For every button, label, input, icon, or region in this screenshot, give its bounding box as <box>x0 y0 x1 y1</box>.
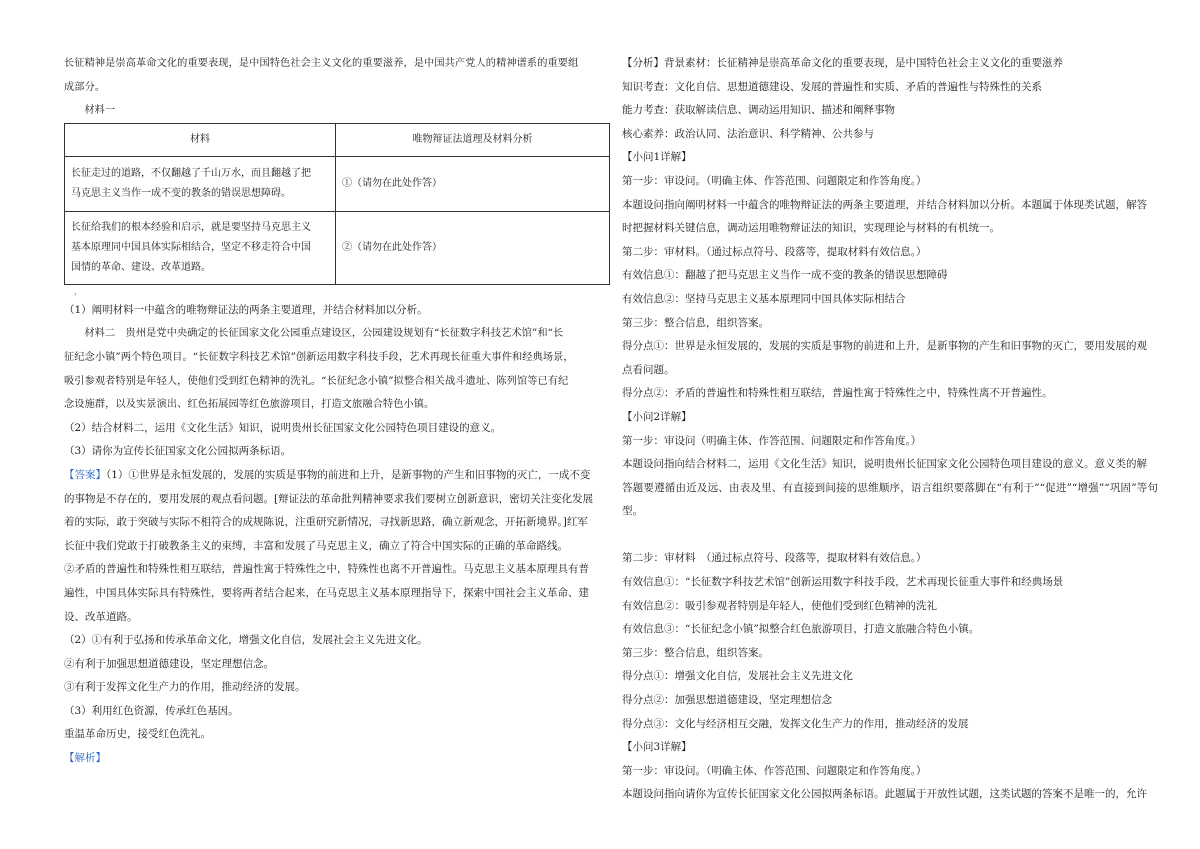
answer-line: ②有利于加强思想道德建设，坚定理想信念。 <box>64 657 274 670</box>
after-table-mark: ， <box>74 286 82 296</box>
analysis-line: 本题设问指向结合材料二，运用《文化生活》知识，说明贵州长征国家文化公园特色项目建设的意义。意义类的解 <box>622 458 1147 471</box>
table-row <box>65 211 610 284</box>
intro-line-2: 成部分。 <box>64 81 106 93</box>
analysis-line: 有效信息②：吸引参观者特别是年轻人，使他们受到红色精神的洗礼 <box>622 599 937 612</box>
analysis-line: 有效信息③：“长征纪念小镇”拟整合红色旅游项目，打造文旅融合特色小镇。 <box>622 623 980 636</box>
analysis-line: 能力考查：获取解读信息、调动运用知识、描述和阐释事物 <box>622 104 895 117</box>
answer-line: ③有利于发挥文化生产力的作用，推动经济的发展。 <box>64 681 306 694</box>
question-3: （3）请你为宣传长征国家文化公园拟两条标语。 <box>64 445 292 458</box>
answer-label: 【答案】 <box>64 468 106 481</box>
material-line: 基本原理同中国具体实际相结合，坚定不移走符合中国 <box>71 241 311 253</box>
table-cell-material <box>65 156 336 211</box>
analysis-line: 知识考查：文化自信、思想道德建设、发展的普遍性和实质、矛盾的普遍性与特殊性的关系 <box>622 80 1042 93</box>
analysis-line: 本题设问指向阐明材料一中蕴含的唯物辩证法的两条主要道理，并结合材料加以分析。本题属于体现类试题，解答 <box>622 198 1147 211</box>
analysis-line: 核心素养：政治认同、法治意识、科学精神、公共参与 <box>622 127 874 140</box>
subquestion-2-heading: 【小问2详解】 <box>622 410 692 423</box>
analysis-line: 有效信息②：坚持马克思主义基本原理同中国具体实际相结合 <box>622 292 906 305</box>
analysis-line: 得分点①：增强文化自信，发展社会主义先进文化 <box>622 670 853 683</box>
analysis-line: 第三步：整合信息，组织答案。 <box>622 646 769 659</box>
analysis-line: 有效信息①：“长征数字科技艺术馆”创新运用数字科技手段，艺术再现长征重大事件和经典场景 <box>622 576 1064 589</box>
analysis-line: 【分析】背景素材：长征精神是崇高革命文化的重要表现，是中国特色社会主义文化的重要滋养 <box>622 57 1063 69</box>
analysis-line: 第一步：审设问（明确主体、作答范围、问题限定和作答角度。） <box>622 434 922 447</box>
analysis-line: 第三步：整合信息，组织答案。 <box>622 316 769 329</box>
analysis-line: 得分点②：矛盾的普遍性和特殊性相互联结，普遍性寓于特殊性之中，特殊性离不开普遍性。 <box>622 387 1053 400</box>
answer-line: （2）①有利于弘扬和传承革命文化，增强文化自信，发展社会主义先进文化。 <box>64 634 428 647</box>
material2-line-1: 材料二 贵州是党中央确定的长征国家文化公园重点建设区，公园建设规划有“长征数字科技艺术馆”和“长 <box>84 328 564 340</box>
analysis-line: 得分点③：文化与经济相互交融，发挥文化生产力的作用，推动经济的发展 <box>622 717 969 730</box>
analysis-label: 【解析】 <box>64 752 106 765</box>
blank-line <box>622 524 1158 548</box>
table-cell-answer: ①（请勿在此处作答） <box>336 156 610 211</box>
analysis-line: 本题设问指向请你为宣传长征国家文化公园拟两条标语。此题属于开放性试题，这类试题的答案不是唯一的，允许 <box>622 788 1147 801</box>
material2-line-2: 征纪念小镇”两个特色项目。“长征数字科技艺术馆”创新运用数字科技手段，艺术再现长征重大事件和经典场景， <box>64 351 574 363</box>
answer-line: （3）利用红色资源，传承红色基因。 <box>64 704 239 717</box>
table-header-row <box>65 123 610 156</box>
answer-text: （1）①世界是永恒发展的，发展的实质是事物的前进和上升，是新事物的产生和旧事物的灭亡，一成不变 <box>106 468 591 481</box>
answer-line: 长征中我们党敢于打破教条主义的束缚，丰富和发展了马克思主义，确立了符合中国实际的正确的革命路线。 <box>64 539 568 552</box>
subquestion-3-heading: 【小问3详解】 <box>622 741 692 754</box>
subquestion-1-heading: 【小问1详解】 <box>622 151 692 164</box>
table-cell-material <box>65 211 336 284</box>
material-line: 长征给我们的根本经验和启示，就是要坚持马克思主义 <box>71 221 311 233</box>
analysis-line: 时把握材料关键信息，调动运用唯物辩证法的知识，实现理论与材料的有机统一。 <box>622 222 1000 235</box>
material2-line-4: 念设施群，以及实景演出、红色拓展园等红色旅游项目，打造文旅融合特色小镇。 <box>64 399 435 411</box>
analysis-line: 得分点①：世界是永恒发展的，发展的实质是事物的前进和上升，是新事物的产生和旧事物的灭亡，要用发展的观 <box>622 340 1147 353</box>
analysis-line: 第二步：审材料。（通过标点符号、段落等，提取材料有效信息。） <box>622 245 927 258</box>
analysis-line: 得分点②：加强思想道德建设，坚定理想信念 <box>622 694 832 707</box>
analysis-line: 点看问题。 <box>622 363 675 376</box>
intro-line-1: 长征精神是崇高革命文化的重要表现，是中国特色社会主义文化的重要滋养，是中国共产党人的精神谱系的重要组 <box>64 58 579 69</box>
material2-line-3: 吸引参观者特别是年轻人，使他们受到红色精神的洗礼。“长征纪念小镇”拟整合相关战斗遗址、陈列馆等已有纪 <box>64 375 569 387</box>
answer-line: 遍性，中国具体实际具有特殊性，要将两者结合起来，在马克思主义基本原理指导下，探索中国社会主义革命、建 <box>64 586 589 599</box>
material1-label: 材料一 <box>84 105 116 117</box>
right-column <box>622 52 1158 807</box>
analysis-line: 第一步：审设问。（明确主体、作答范围、问题限定和作答角度。） <box>622 764 927 777</box>
answer-line: 重温革命历史，接受红色洗礼。 <box>64 728 211 741</box>
table-header-analysis: 唯物辩证法道理及材料分析 <box>336 123 610 156</box>
table-cell-answer: ②（请勿在此处作答） <box>336 211 610 284</box>
question-1: （1）阐明材料一中蕴含的唯物辩证法的两条主要道理，并结合材料加以分析。 <box>64 303 428 316</box>
material-table <box>64 123 610 285</box>
analysis-line: 答题要遵循由近及远、由表及里、有直接到间接的思维顺序，语言组织要落脚在“有利于”“促进”“增强”“巩固”等句型。 <box>622 481 1158 518</box>
analysis-line: 第一步：审设问。（明确主体、作答范围、问题限定和作答角度。） <box>622 174 927 187</box>
question-2: （2）结合材料二，运用《文化生活》知识，说明贵州长征国家文化公园特色项目建设的意义。 <box>64 421 502 434</box>
analysis-line: 第二步：审材料 （通过标点符号、段落等，提取材料有效信息。） <box>622 552 927 565</box>
left-column <box>64 52 610 771</box>
answer-line: 的事物是不存在的，要用发展的观点看问题。[辩证法的革命批判精神要求我们要树立创新意识，密切关注变化发展 <box>64 492 594 505</box>
analysis-line: 有效信息①：翻越了把马克思主义当作一成不变的教条的错误思想障碍 <box>622 269 948 282</box>
answer-line: ②矛盾的普遍性和特殊性相互联结，普遍性寓于特殊性之中，特殊性也离不开普遍性。马克思主义基本原理具有普 <box>64 563 589 576</box>
answer-line-1 <box>64 464 610 488</box>
material-line: 长征走过的道路，不仅翻越了千山万水，而且翻越了把 <box>71 167 311 179</box>
material-line: 马克思主义当作一成不变的教条的错误思想障碍。 <box>71 187 291 199</box>
table-header-material: 材料 <box>65 123 336 156</box>
table-row <box>65 156 610 211</box>
answer-line: 设、改革道路。 <box>64 610 138 623</box>
material-line: 国情的革命、建设、改革道路。 <box>71 261 211 273</box>
answer-line: 着的实际，敢于突破与实际不相符合的成规陈说，注重研究新情况，寻找新思路，确立新观念，开拓新境界。]红军 <box>64 516 588 529</box>
